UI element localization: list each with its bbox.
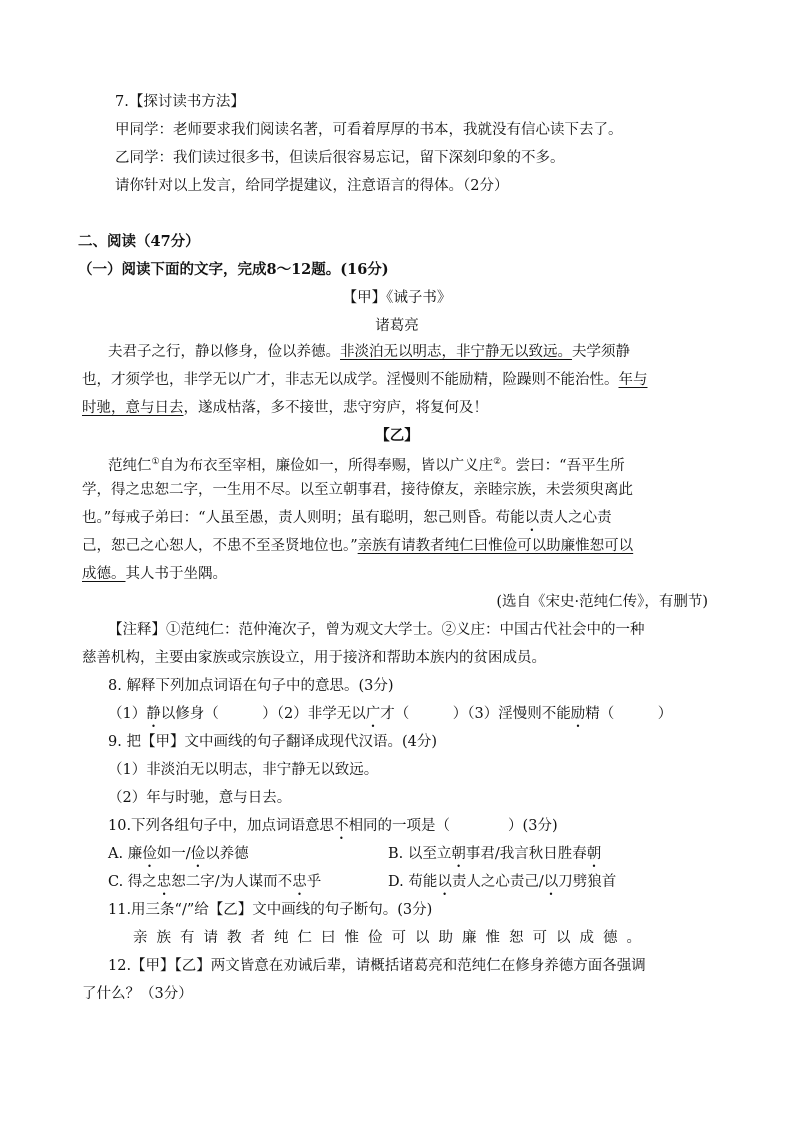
q9-sentence-2: （2）年与时驰，意与日去。 <box>108 790 292 806</box>
passage-jia-author: 诸葛亮 <box>375 318 419 334</box>
q10-text: 相同的一项是（ ）(3分) <box>348 818 558 834</box>
yi-underlined-sentence-end: 成德。 <box>82 566 126 582</box>
yi-line-4 <box>82 536 633 556</box>
yi-line-2: 学，得之忠恕二字，一生用不尽。以至立朝事君，接待僚友，亲睦宗族，未尝须臾离此 <box>82 482 633 498</box>
dotted-word: 不 <box>334 818 349 834</box>
q10-option-d <box>388 872 616 892</box>
passage-jia-heading: 【甲】《诫子书》 <box>342 290 452 306</box>
q10-text: B. 以至立 <box>388 846 452 862</box>
q7-prompt: 请你针对以上发言，给同学提建议，注意语言的得体。（2分） <box>115 178 509 194</box>
q10-text: 乎 <box>306 874 322 890</box>
yi-text: 也。”每戒子弟曰：“人虽至愚，责人则明；虽有聪明，恕己则昏。苟能 <box>82 510 525 526</box>
note-line-2: 慈善机构，主要由家族或宗族设立，用于接济和帮助本族内的贫困成员。 <box>82 650 546 666</box>
jia-underlined-sentence-2b: 时驰，意与日去 <box>82 400 184 416</box>
q10-text: 如一/ <box>156 846 191 862</box>
yi-text: 范纯仁 <box>108 457 152 474</box>
q8-text: 才（ ）（3）淫慢则不能 <box>380 706 571 722</box>
yi-underlined-sentence: 亲族有请教者纯仁曰惟俭可以助廉惟恕可以 <box>357 538 634 554</box>
jia-underlined-sentence-2: 年与 <box>618 372 648 388</box>
q7-title: 7.【探讨读书方法】 <box>115 94 245 110</box>
q10-text: 事君/我言秋日胜春 <box>465 846 587 862</box>
dotted-word: 广 <box>365 706 381 722</box>
q10-option-b <box>388 844 601 864</box>
q10-text: C. 得之 <box>108 874 157 890</box>
footnote-marker-2: ② <box>493 457 502 467</box>
q10-text: D. 苟能 <box>388 874 438 890</box>
yi-text: 其人书于坐隅。 <box>125 566 227 582</box>
q9-title: 9. 把【甲】文中画线的句子翻译成现代汉语。(4分) <box>108 734 437 750</box>
yi-text: 。尝曰：“吾平生所 <box>501 457 625 474</box>
yi-line-1 <box>108 452 625 476</box>
q12-line-1: 12.【甲】【乙】两文皆意在劝诫后辈，请概括诸葛亮和范纯仁在修身养德方面各强调 <box>108 958 646 974</box>
yi-line-5 <box>82 564 227 584</box>
q10-option-c <box>108 872 321 892</box>
section-title: 二、阅读（47分） <box>78 233 200 250</box>
jia-line-3 <box>82 398 488 418</box>
q10-text: 以养德 <box>205 846 249 862</box>
q10-text: 恕二字/为人谋而不 <box>171 874 293 890</box>
dotted-word: 朝 <box>586 846 602 862</box>
yi-text: 己，恕己之心恕人，不患不至圣贤地位也。” <box>82 538 358 554</box>
q8-title: 8. 解释下列加点词语在句子中的意思。(3分) <box>108 678 394 694</box>
dotted-word: 俭 <box>190 846 206 862</box>
note-line-1: 【注释】①范纯仁：范仲淹次子，曾为观文大学士。②义庄：中国古代社会中的一种 <box>108 622 645 638</box>
q10-text: 刀劈狼首 <box>558 874 617 890</box>
yi-text: 自为布衣至宰相，廉俭如一，所得奉赐，皆以广义庄 <box>159 457 494 474</box>
dotted-word: 励 <box>570 706 586 722</box>
q8-text: 精（ ） <box>585 706 673 722</box>
q11-sentence: 亲族有请教者纯仁曰惟俭可以助廉惟恕可以成德。 <box>133 930 650 946</box>
q10-text: A. 廉 <box>108 846 143 862</box>
dotted-word: 朝 <box>451 846 466 862</box>
q10-option-a <box>108 844 249 864</box>
q8-items <box>108 704 672 724</box>
q7-student-a: 甲同学：老师要求我们阅读名著，可看着厚厚的书本，我就没有信心读下去了。 <box>115 122 623 138</box>
dotted-word: 静 <box>146 706 161 722</box>
q9-sentence-1: （1）非淡泊无以明志，非宁静无以致远。 <box>108 762 379 778</box>
dotted-word: 俭 <box>142 846 157 862</box>
dotted-word: 忠 <box>292 874 307 890</box>
jia-line-1 <box>108 342 630 362</box>
q11-title: 11.用三条“/”给【乙】文中画线的句子断句。(3分) <box>108 902 433 918</box>
section-subtitle: （一）阅读下面的文字，完成8～12题。(16分) <box>78 261 389 278</box>
jia-underlined-sentence-1: 非淡泊无以明志，非宁静无以致远。 <box>340 344 572 360</box>
yi-line-3 <box>82 508 612 528</box>
q10-text: 责人之心责己/ <box>451 874 544 890</box>
dotted-word: 以 <box>524 510 540 526</box>
dotted-word: 忠 <box>156 874 172 890</box>
q8-text: 以修身（ ）（2）非学无以 <box>160 706 366 722</box>
dotted-word: 以 <box>437 874 452 890</box>
q7-student-b: 乙同学：我们读过很多书，但读后很容易忘记，留下深刻印象的不多。 <box>115 150 565 166</box>
q10-text: 10.下列各组句子中，加点词语意思 <box>108 818 335 834</box>
passage-yi-heading: 【乙】 <box>375 427 419 444</box>
q12-line-2: 了什么？（3分） <box>82 986 193 1002</box>
q8-text: （1） <box>108 706 147 722</box>
footnote-marker-1: ① <box>151 457 160 467</box>
jia-line-2 <box>82 370 648 390</box>
yi-text: 责人之心责 <box>539 510 612 526</box>
dotted-word: 以 <box>543 874 559 890</box>
q10-title <box>108 816 558 836</box>
jia-text: 夫学须静 <box>572 344 630 360</box>
jia-text: ，遂成枯落，多不接世，悲守穷庐，将复何及！ <box>183 400 488 416</box>
yi-source: (选自《宋史·范纯仁传》，有删节) <box>496 594 708 610</box>
jia-text: 也，才须学也，非学无以广才，非志无以成学。淫慢则不能励精，险躁则不能治性。 <box>82 372 619 388</box>
jia-text: 夫君子之行，静以修身，俭以养德。 <box>108 344 340 360</box>
